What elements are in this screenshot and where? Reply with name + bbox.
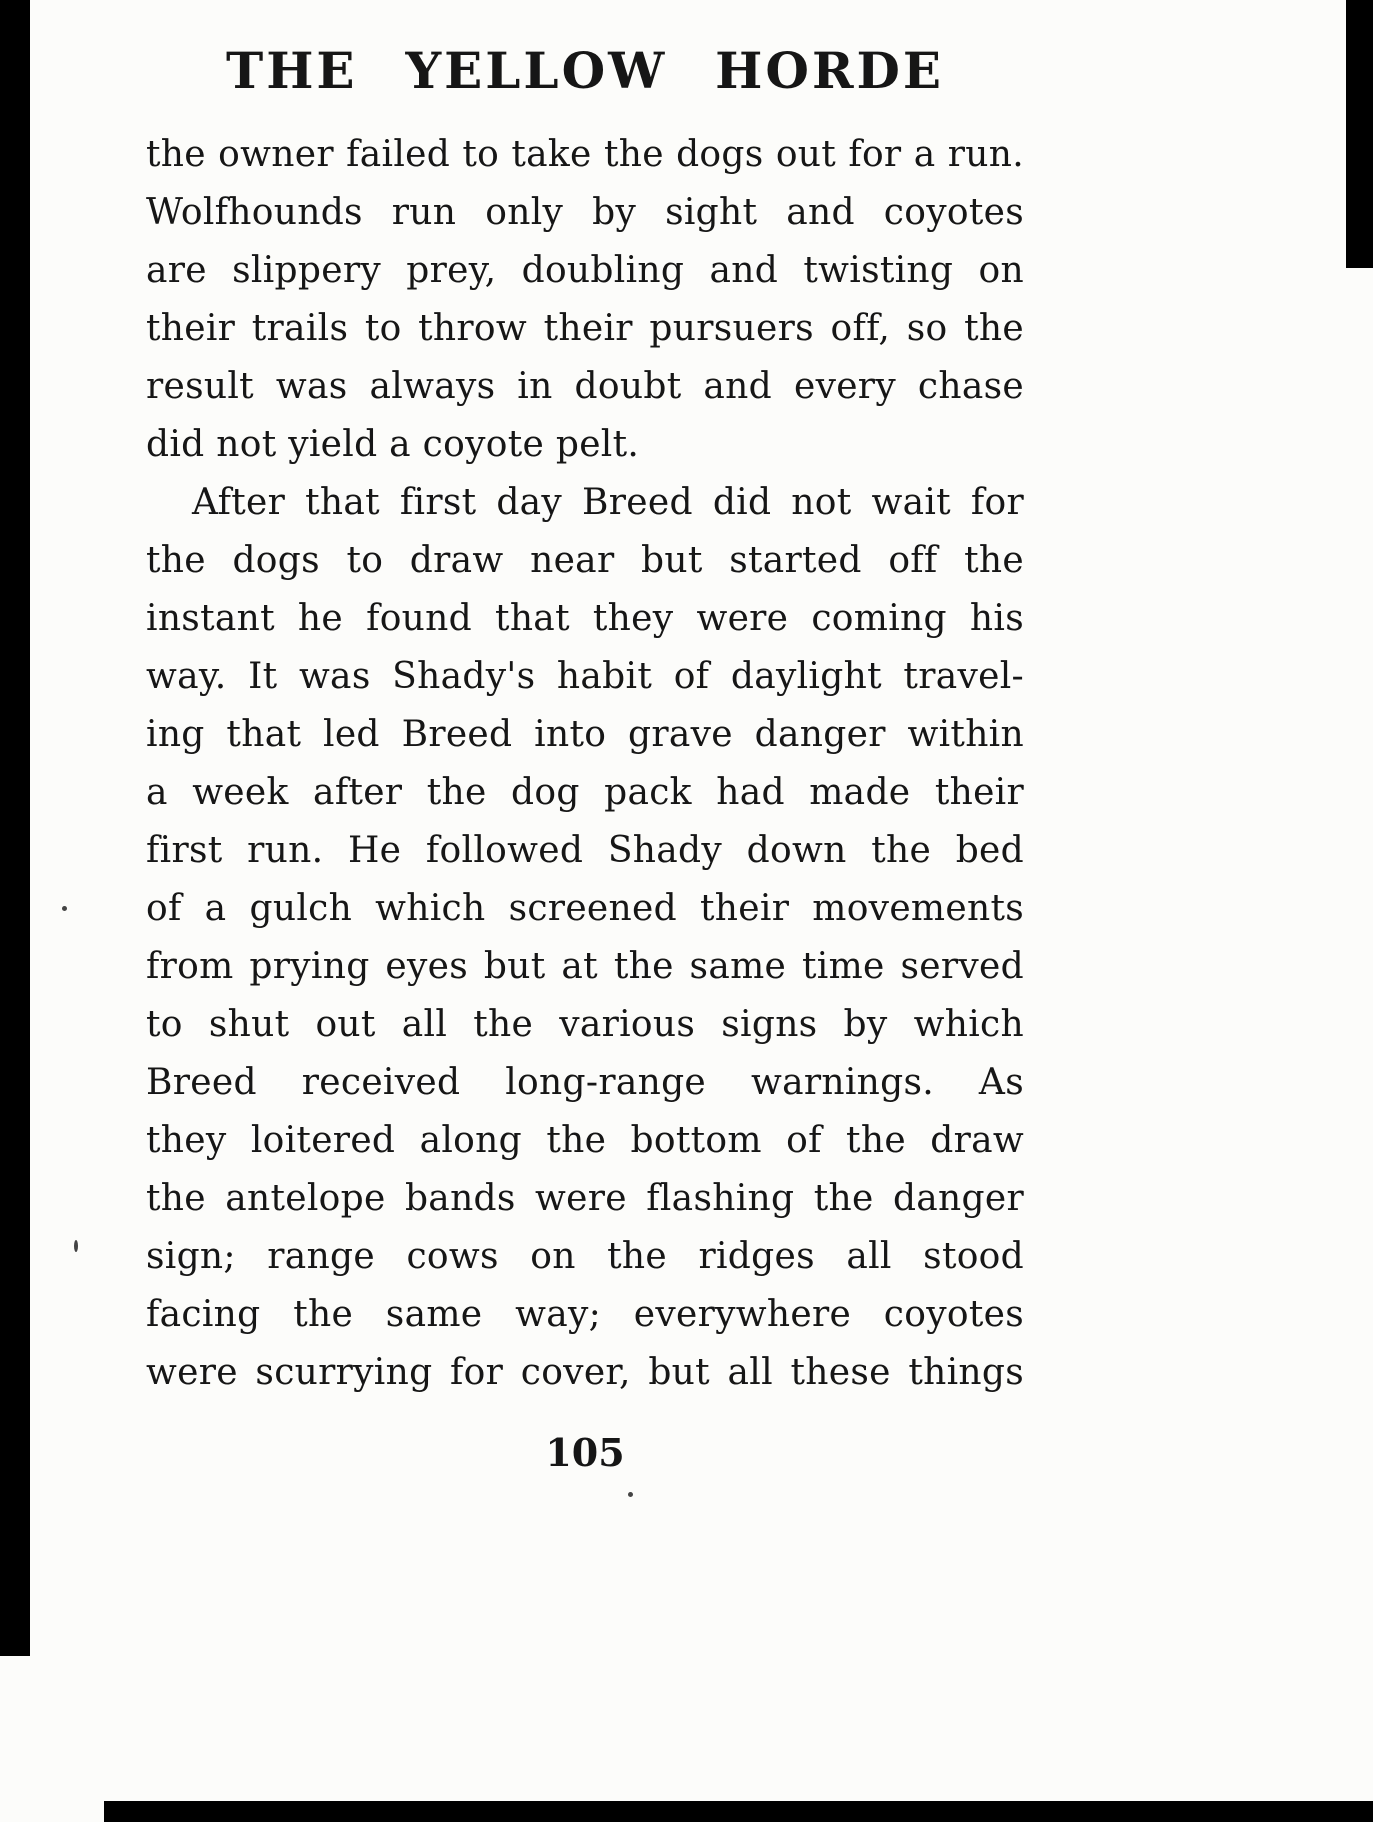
text-line: to shut out all the various signs by which: [146, 1004, 1024, 1045]
text-line: the owner failed to take the dogs out for a run.: [146, 134, 1024, 175]
scan-speck: [628, 1492, 633, 1497]
scan-speck: [62, 906, 67, 911]
text-line: they loitered along the bottom of the draw: [146, 1120, 1024, 1161]
text-block: [146, 126, 1024, 1402]
text-line: the antelope bands were flashing the danger: [146, 1178, 1024, 1219]
text-line: After that first day Breed did not wait for: [192, 482, 1024, 523]
scan-speck: [74, 1240, 78, 1252]
paragraph: [146, 474, 1024, 1402]
text-line: Wolfhounds run only by sight and coyotes: [146, 192, 1024, 233]
scan-artifact-left-bar: [0, 0, 30, 1656]
text-line: were scurrying for cover, but all these things: [146, 1352, 1024, 1393]
scan-artifact-bottom-bar: [104, 1801, 1373, 1822]
text-line: sign; range cows on the ridges all stood: [146, 1236, 1024, 1277]
page-number: 105: [545, 1430, 625, 1475]
text-line: result was always in doubt and every chase: [146, 366, 1024, 407]
text-line: are slippery prey, doubling and twisting on: [146, 250, 1024, 291]
text-line: way. It was Shady's habit of daylight travel-: [146, 656, 1024, 697]
page-content: [146, 40, 1024, 1475]
text-line: first run. He followed Shady down the bed: [146, 830, 1024, 871]
running-header-title: THE YELLOW HORDE: [225, 41, 944, 100]
text-line: a week after the dog pack had made their: [146, 772, 1024, 813]
text-line: ing that led Breed into grave danger within: [146, 714, 1024, 755]
text-line: Breed received long-range warnings. As: [146, 1062, 1024, 1103]
text-line: their trails to throw their pursuers off, so the: [146, 308, 1024, 349]
text-line: of a gulch which screened their movements: [146, 888, 1024, 929]
text-line: from prying eyes but at the same time served: [146, 946, 1024, 987]
paragraph: [146, 126, 1024, 474]
scan-artifact-right-bar: [1346, 0, 1373, 268]
text-line: facing the same way; everywhere coyotes: [146, 1294, 1024, 1335]
text-line: instant he found that they were coming his: [146, 598, 1024, 639]
text-line: did not yield a coyote pelt.: [146, 424, 640, 465]
text-line: the dogs to draw near but started off the: [146, 540, 1024, 581]
